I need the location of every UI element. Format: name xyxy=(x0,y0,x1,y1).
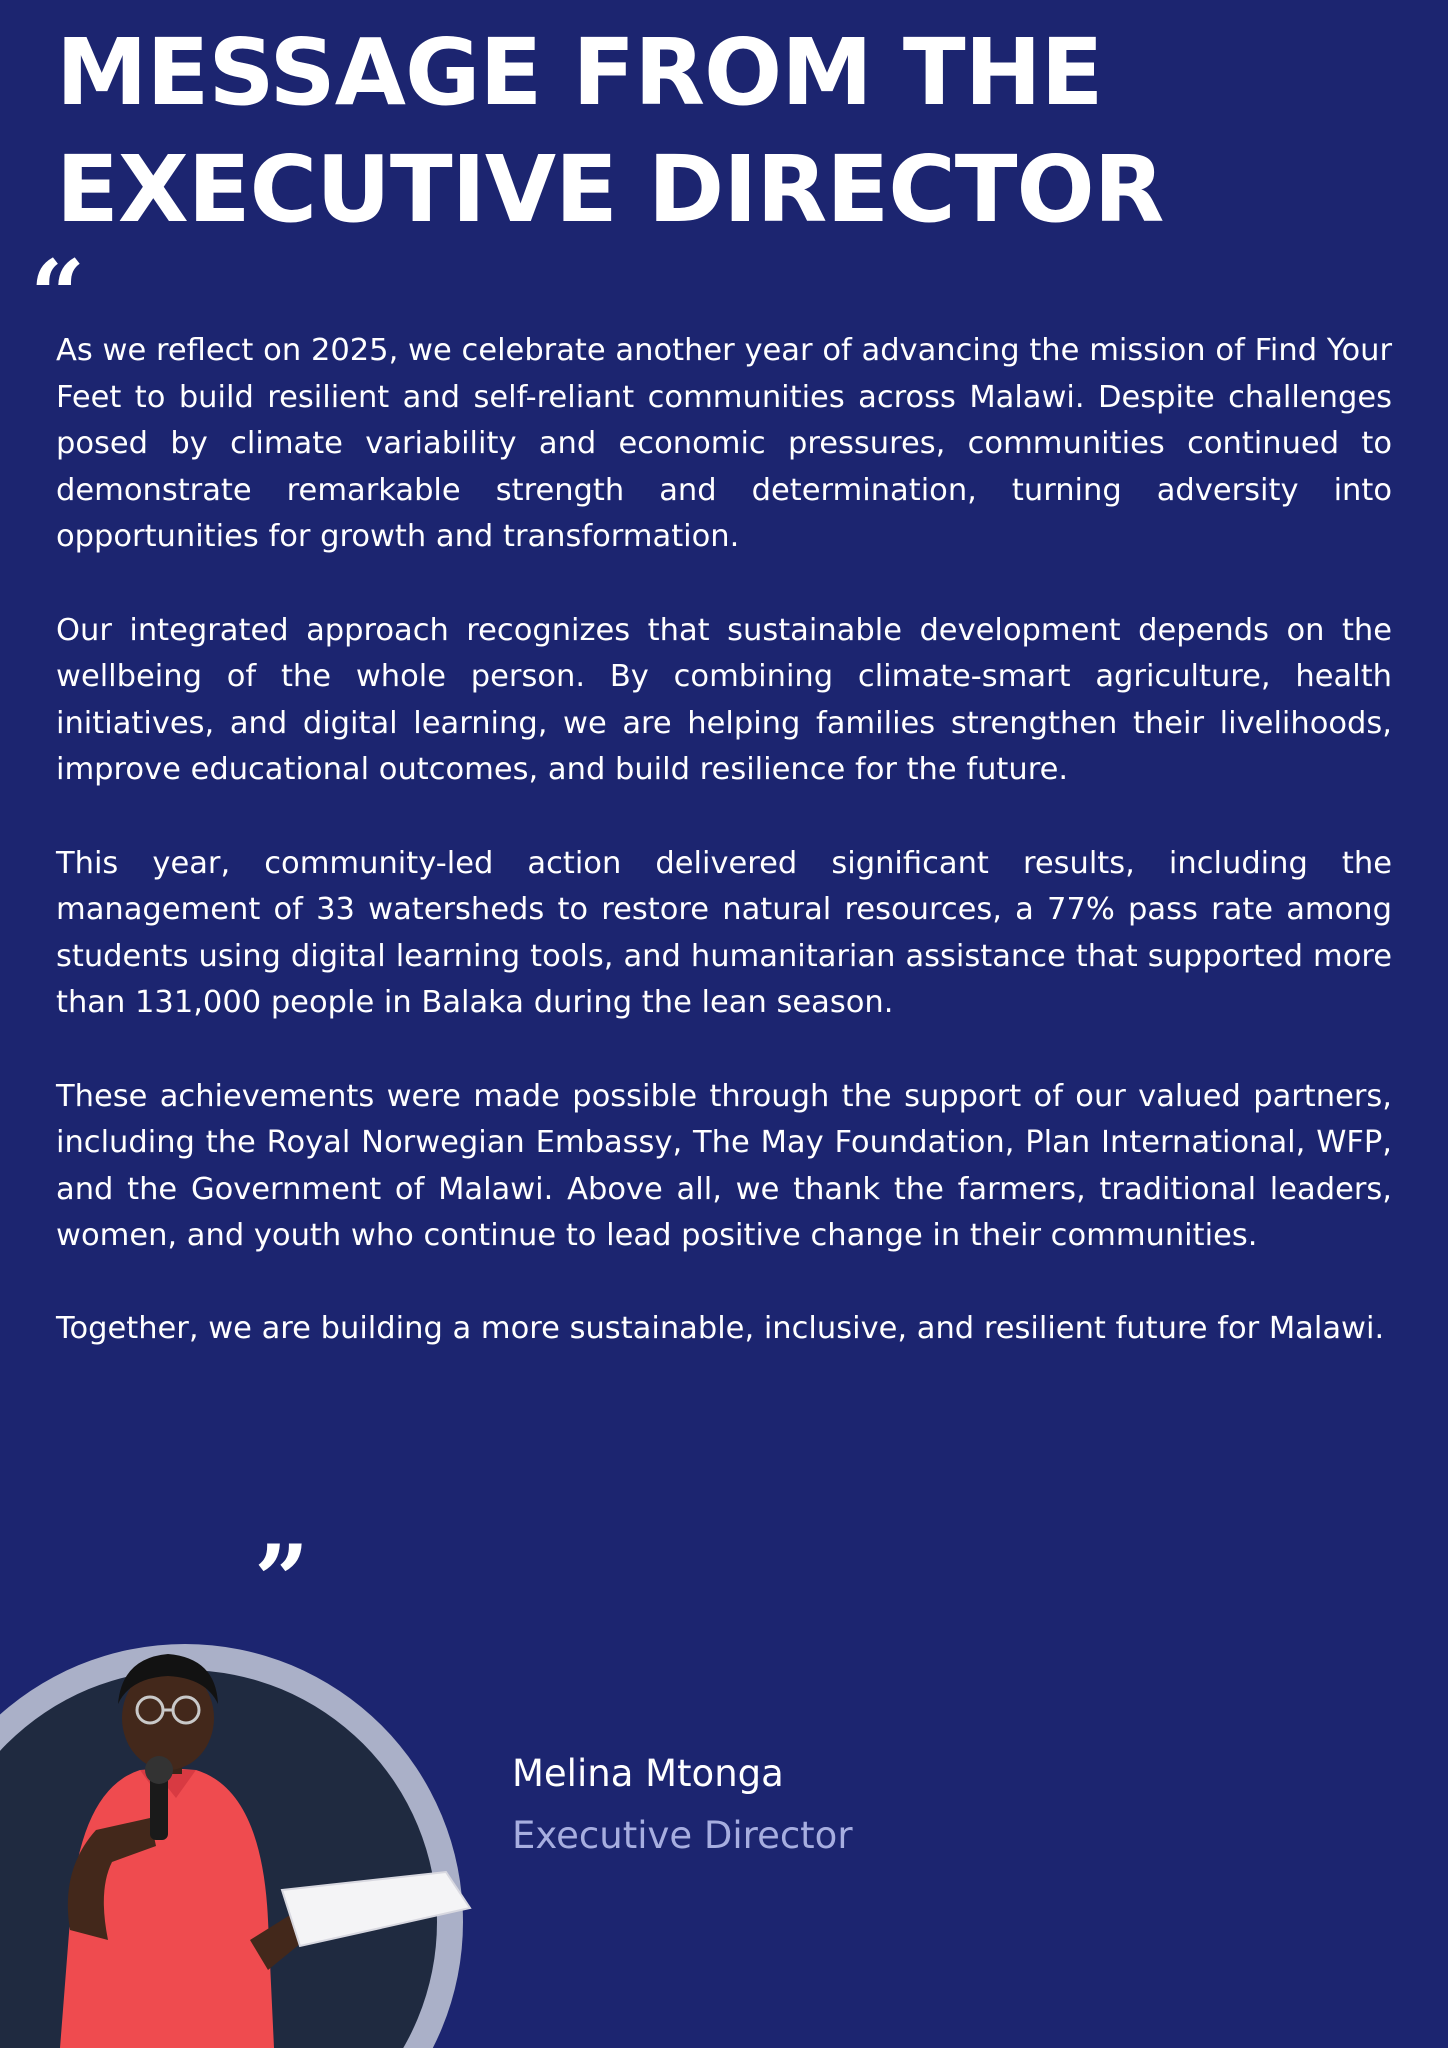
message-body xyxy=(56,328,1392,1400)
message-paragraph-3: This year, community-led action delivered significant results, including the management of 33 watersheds to restore natural resources, a 77% pass rate among students using digital learning tools, and humanitarian assistance that supported more than 131,000 people in Balaka during the lean season. xyxy=(56,845,1392,1021)
portrait-illustration xyxy=(0,1640,480,2048)
message-paragraph-1: As we reflect on 2025, we celebrate another year of advancing the mission of Find Your Feet to build resilient and self-reliant communities across Malawi. Despite challenges posed by climate variability and economic pressures, communities continued to demonstrate remarkable strength and determination, turning adversity into opportunities for growth and transformation. xyxy=(56,333,1392,555)
title-line-2: EXECUTIVE DIRECTOR xyxy=(56,136,1164,243)
page-title xyxy=(56,14,1396,248)
director-portrait xyxy=(0,1640,480,2048)
close-quote-icon: ” xyxy=(254,1524,310,1637)
title-line-1: MESSAGE FROM THE xyxy=(56,19,1103,126)
message-paragraph-2: Our integrated approach recognizes that sustainable development depends on the wellbeing of the whole person. By combining climate-smart agriculture, health initiatives, and digital learning, we are helping families strengthen their livelihoods, improve educational outcomes, and build resilience for the future. xyxy=(56,612,1392,788)
message-paragraph-5: Together, we are building a more sustainable, inclusive, and resilient future for Malawi. xyxy=(56,1311,1385,1347)
open-quote-icon: “ xyxy=(30,239,86,352)
message-paragraph-4: These achievements were made possible through the support of our valued partners, including the Royal Norwegian Embassy, The May Foundation, Plan International, WFP, and the Government of Malawi. Above all, we thank the farmers, traditional leaders, women, and youth who continue to lead positive change in their communities. xyxy=(56,1078,1392,1254)
signatory-role: Executive Director xyxy=(512,1814,853,1857)
signatory-name: Melina Mtonga xyxy=(512,1752,784,1795)
microphone-head xyxy=(145,1756,173,1784)
